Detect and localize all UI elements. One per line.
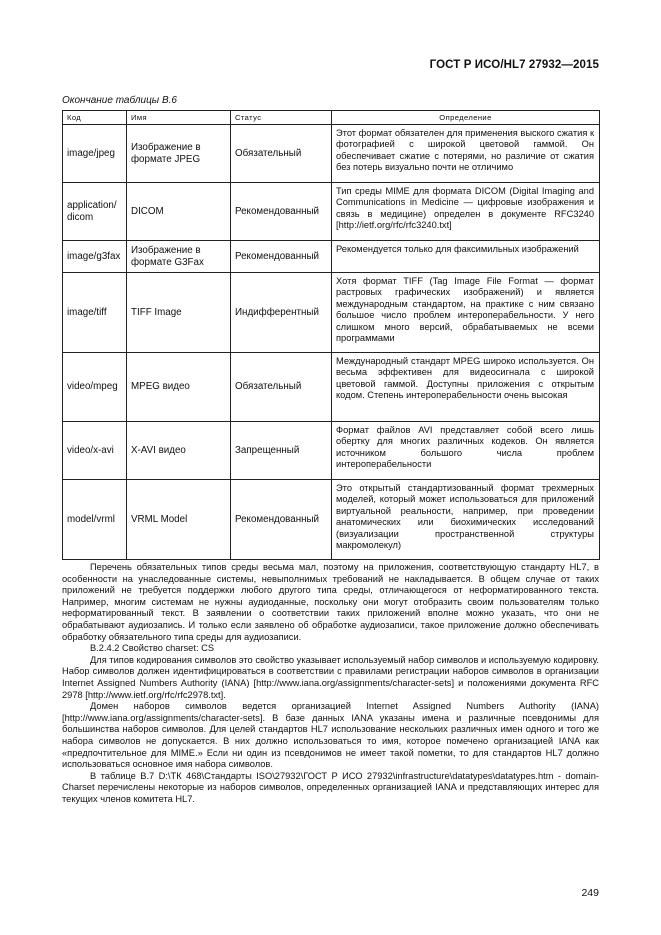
cell-status: Запрещенный (231, 422, 332, 480)
cell-name: Изображение в формате G3Fax (127, 241, 231, 273)
table-row (63, 353, 600, 422)
media-type-table (62, 110, 600, 560)
cell-name: TIFF Image (127, 273, 231, 353)
column-header-name: Имя (127, 111, 231, 125)
table-row (63, 480, 600, 560)
cell-definition: Хотя формат TIFF (Tag Image File Format — формат растровых графических изображений) и является международным стандартом, на практике с ним связано большое число проблем интероперабельности. У него слишком много версий, обрабатываемых не всеми программами (332, 273, 600, 353)
cell-code: image/g3fax (63, 241, 127, 273)
column-header-code: Код (63, 111, 127, 125)
cell-name: X-AVI видео (127, 422, 231, 480)
column-header-definition: Определение (332, 111, 600, 125)
table-header-row (63, 111, 600, 125)
section-heading: В.2.4.2 Свойство charset: CS (90, 643, 215, 654)
cell-name: MPEG видео (127, 353, 231, 422)
cell-code: application/ dicom (63, 183, 127, 241)
cell-definition: Этот формат обязателен для применения выского сжатия к фотографией с широкой цветовой гаммой. Он обеспечивает сжатие с потерями, но различие от сжатия без потерь визуально почти не отличимо (332, 125, 600, 183)
cell-code: video/x-avi (63, 422, 127, 480)
page-number: 249 (581, 887, 599, 899)
body-text (62, 562, 599, 805)
cell-definition: Тип среды MIME для формата DICOM (Digital Imaging and Communications in Medicine — цифровые изображения и связь в медицине) определен в документе RFC3240 [http://ietf.org/rfc/rfc3240.txt] (332, 183, 600, 241)
cell-definition: Международный стандарт MPEG широко используется. Он весьма эффективен для видеосигнала с широкой цветовой гаммой. Доступны приложения с открытым кодом. Степень интероперабельности очень высокая (332, 353, 600, 422)
paragraph: Для типов кодирования символов это свойство указывает используемый набор символов и используемую кодировку. Набор символов должен идентифицироваться в соответствии с правилами регистрации наборов символов в организации Internet Assigned Numbers Authority (IANA) [http://www.iana.org/assignments/character-sets] и положениями документа RFC 2978 [http://www.ietf.org/rfc/rfc2978.txt]. (62, 654, 599, 700)
document-header: ГОСТ Р ИСО/HL7 27932—2015 (429, 59, 599, 71)
cell-status: Рекомендованный (231, 241, 332, 273)
table-caption: Окончание таблицы В.6 (62, 95, 177, 106)
cell-status: Обязательный (231, 353, 332, 422)
paragraph: Домен наборов символов ведется организацией Internet Assigned Numbers Authority (IANA) [http://www.iana.org/assignments/character-sets]. В базе данных IANA указаны имена и различные псевдонимы для большинства наборов символов. Для целей стандартов HL7 использование нескольких различных имен одного и того же набора символов не допускается. В них должно использоваться то имя, которое помечено организацией IANA как «предпочтительное для MIME.» Если ни один из псевдонимов не имеет такой пометки, то для стандартов HL7 должно использоваться основное имя набора символов. (62, 701, 599, 770)
table-row (63, 183, 600, 241)
cell-code: video/mpeg (63, 353, 127, 422)
paragraph: В таблице В.7 D:\ТК 468\Стандарты ISO\27932\ГОСТ Р ИСО 27932\infrastructure\datatypes\datatypes.htm - domain-Charset перечислены некоторые из наборов символов, определенных организацией IANA и представляющих интерес для текущих членов комитета HL7. (62, 770, 599, 804)
cell-status: Рекомендованный (231, 480, 332, 560)
table-row (63, 422, 600, 480)
cell-name: DICOM (127, 183, 231, 241)
cell-definition: Рекомендуется только для факсимильных изображений (332, 241, 600, 273)
column-header-status: Статус (231, 111, 332, 125)
cell-name: VRML Model (127, 480, 231, 560)
table-row (63, 125, 600, 183)
table-row (63, 273, 600, 353)
cell-code: model/vrml (63, 480, 127, 560)
cell-status: Обязательный (231, 125, 332, 183)
cell-name: Изображение в формате JPEG (127, 125, 231, 183)
paragraph: Перечень обязательных типов среды весьма мал, поэтому на приложения, соответствующую стандарту HL7, в особенности на унаследованные системы, невыполнимых требований не накладывается. В общем случае от таких приложений не требуется поддержки любого другого типа среды, отличающегося от неформатированного текста. Например, многим системам не нужны аудиоданные, поскольку они могут отобразить своим пользователям только неформатированный текст. В заявлении о соответствии таких приложений вполне можно указать, что они не обрабатывают аудиозапись. И только если заявлено об обработке аудиозаписи, такое приложение должно обеспечивать обработку обязательного типа среды для аудиозаписи. (62, 562, 599, 642)
cell-code: image/tiff (63, 273, 127, 353)
cell-status: Индифферентный (231, 273, 332, 353)
cell-code: image/jpeg (63, 125, 127, 183)
cell-definition: Формат файлов AVI представляет собой всего лишь обертку для многих различных кодеков. Он является источником большого числа проблем интероперабельности (332, 422, 600, 480)
table-row (63, 241, 600, 273)
cell-status: Рекомендованный (231, 183, 332, 241)
cell-definition: Это открытый стандартизованный формат трехмерных моделей, который может использоваться для приложений виртуальной реальности, например, при проведении анатомических или биохимических исследований (визуализации пространственной структуры макромолекул) (332, 480, 600, 560)
